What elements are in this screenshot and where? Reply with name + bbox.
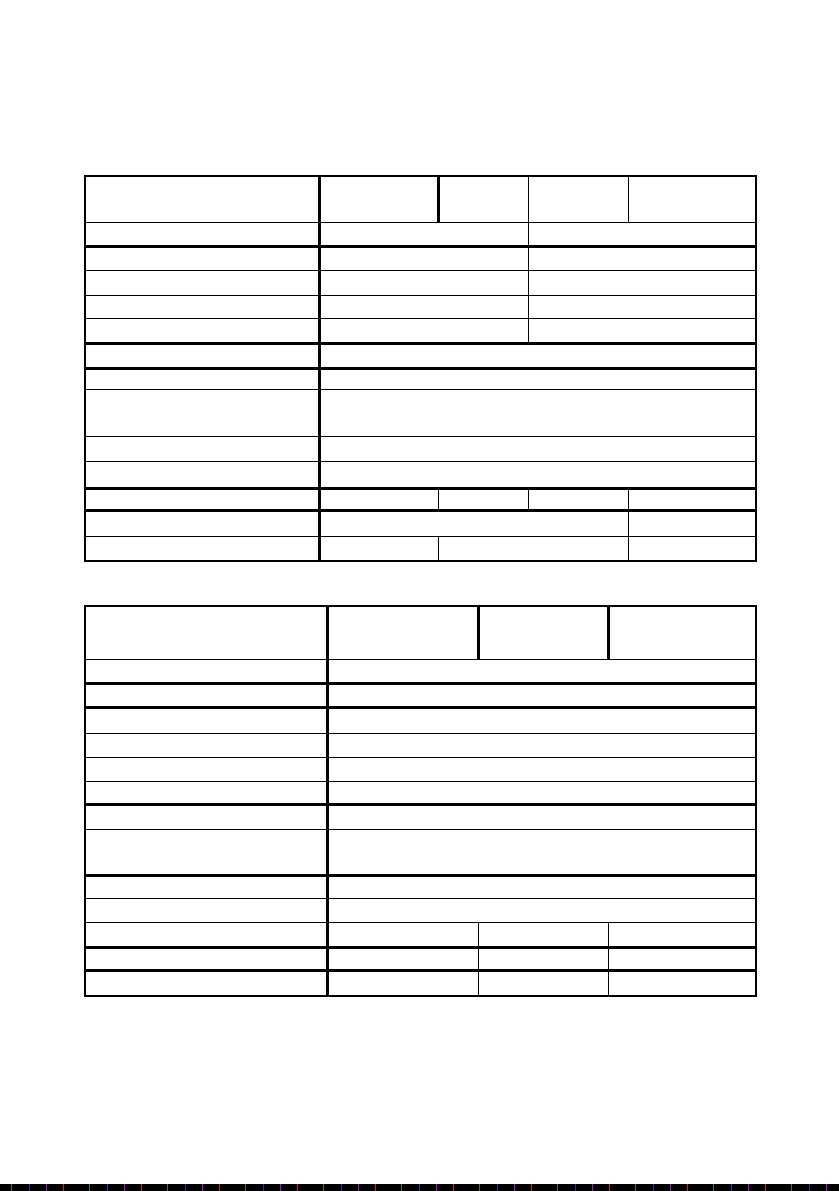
table-cell: [438, 488, 528, 510]
table-header-cell: [628, 176, 756, 222]
table-row: [85, 368, 756, 389]
table-row: [85, 270, 756, 295]
table-cell: [85, 343, 319, 368]
table-cell: [327, 875, 756, 898]
table-cell: [319, 343, 756, 368]
table-header-cell: [438, 176, 528, 222]
table-row: [85, 707, 756, 733]
table-cell: [319, 246, 528, 270]
table-header-cell: [85, 606, 327, 659]
table-cell: [85, 510, 319, 536]
table-cell: [85, 368, 319, 389]
table-cell: [478, 922, 608, 947]
table-cell: [319, 368, 756, 389]
table-cell: [85, 246, 319, 270]
table-cell: [327, 898, 756, 922]
table-header-cell: [319, 176, 438, 222]
table-row: [85, 683, 756, 707]
table-row: [85, 295, 756, 318]
table-cell: [85, 222, 319, 246]
table-row: [85, 461, 756, 488]
table-cell: [327, 707, 756, 733]
table-cell: [327, 781, 756, 804]
table-row: [85, 246, 756, 270]
table-cell: [319, 461, 756, 488]
spec-table-2: [84, 605, 757, 997]
table-row: [85, 804, 756, 829]
table-row: [85, 222, 756, 246]
table-cell: [319, 295, 528, 318]
table-row: [85, 898, 756, 922]
table-row: [85, 436, 756, 461]
table-cell: [85, 461, 319, 488]
table-cell: [85, 389, 319, 436]
table-row: [85, 875, 756, 898]
table-row: [85, 510, 756, 536]
table-cell: [85, 295, 319, 318]
table-header-cell: [528, 176, 628, 222]
table-cell: [85, 875, 327, 898]
table-cell: [85, 659, 327, 683]
table-cell: [85, 922, 327, 947]
table-cell: [327, 757, 756, 781]
page-edge-artifact-bar: [0, 1184, 839, 1191]
table-cell: [319, 510, 628, 536]
table-cell: [319, 318, 528, 343]
table-row: [85, 733, 756, 757]
table-cell: [319, 270, 528, 295]
table-cell: [319, 222, 528, 246]
table-cell: [528, 488, 628, 510]
table-header-cell: [478, 606, 608, 659]
table-cell: [327, 922, 478, 947]
table-cell: [319, 488, 438, 510]
table-cell: [85, 781, 327, 804]
table-row: [85, 659, 756, 683]
table-cell: [608, 970, 756, 996]
table-row: [85, 389, 756, 436]
table-cell: [628, 536, 756, 561]
table-cell: [85, 536, 319, 561]
table-row: [85, 947, 756, 970]
table-row: [85, 536, 756, 561]
table-cell: [85, 898, 327, 922]
table-cell: [327, 947, 478, 970]
table-cell: [327, 659, 756, 683]
table-cell: [319, 536, 438, 561]
table-header-row: [85, 176, 756, 222]
table-row: [85, 970, 756, 996]
table-cell: [85, 488, 319, 510]
table-cell: [85, 947, 327, 970]
table-cell: [85, 436, 319, 461]
table-header-cell: [85, 176, 319, 222]
table-row: [85, 829, 756, 875]
table-cell: [528, 318, 756, 343]
table-header-cell: [608, 606, 756, 659]
table-cell: [85, 318, 319, 343]
table-cell: [628, 488, 756, 510]
table-header-row: [85, 606, 756, 659]
table-row: [85, 781, 756, 804]
table-cell: [528, 246, 756, 270]
table-cell: [85, 970, 327, 996]
table-cell: [478, 970, 608, 996]
table-cell: [327, 829, 756, 875]
table-cell: [608, 922, 756, 947]
table-cell: [85, 683, 327, 707]
table-row: [85, 343, 756, 368]
table-cell: [528, 295, 756, 318]
table-cell: [327, 804, 756, 829]
table-row: [85, 488, 756, 510]
table-cell: [85, 757, 327, 781]
table-cell: [528, 222, 756, 246]
table-cell: [85, 707, 327, 733]
table-cell: [327, 733, 756, 757]
table-cell: [478, 947, 608, 970]
table-cell: [528, 270, 756, 295]
table-cell: [327, 970, 478, 996]
table-row: [85, 757, 756, 781]
table-cell: [438, 536, 628, 561]
table-header-cell: [327, 606, 478, 659]
table-cell: [85, 804, 327, 829]
table-cell: [85, 829, 327, 875]
table-cell: [85, 270, 319, 295]
table-cell: [327, 683, 756, 707]
table-row: [85, 318, 756, 343]
spec-table-1: [84, 175, 757, 562]
table-cell: [319, 389, 756, 436]
table-cell: [85, 733, 327, 757]
table-cell: [608, 947, 756, 970]
table-cell: [319, 436, 756, 461]
table-row: [85, 922, 756, 947]
table-cell: [628, 510, 756, 536]
